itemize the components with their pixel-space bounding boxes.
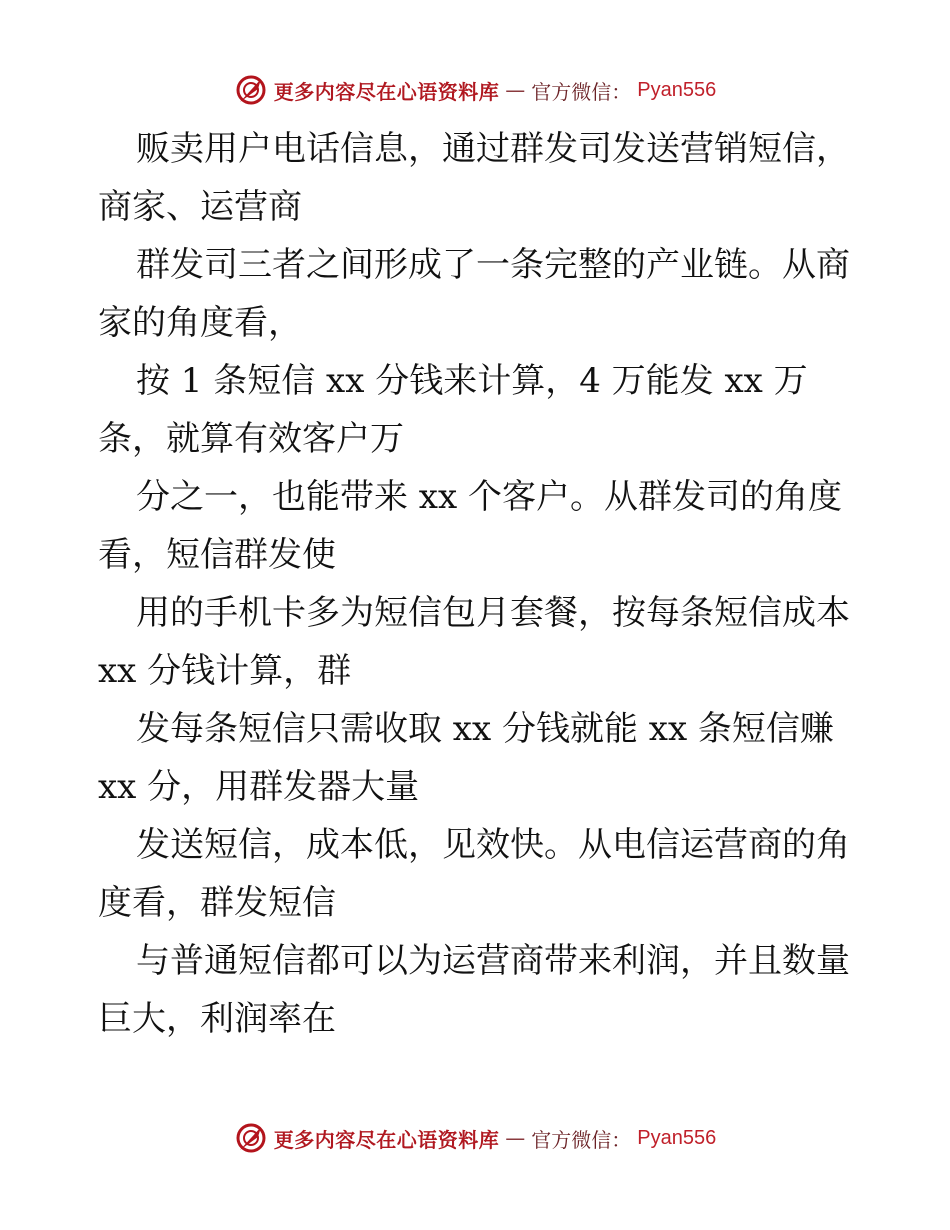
banner-wechat-label: 官方微信： [531, 79, 632, 104]
banner-dash: — [505, 78, 526, 102]
banner-wechat-id: Pyan556 [637, 1126, 717, 1149]
banner-wechat-id: Pyan556 [637, 78, 717, 101]
banner-title: 更多内容尽在心语资料库 [273, 79, 500, 104]
footer-banner-content [234, 1121, 716, 1155]
paragraph-7: 发送短信，成本低，见效快。从电信运营商的角度看，群发短信 [98, 825, 850, 923]
paragraph-5: 用的手机卡多为短信包月套餐，按每条短信成本 xx 分钱计算，群 [98, 593, 850, 691]
paragraph-2: 群发司三者之间形成了一条完整的产业链。从商家的角度看， [98, 245, 850, 343]
paragraph-1: 贩卖用户电话信息，通过群发司发送营销短信，商家、运营商 [98, 129, 850, 227]
footer-banner [0, 1118, 950, 1158]
paragraph-8: 与普通短信都可以为运营商带来利润，并且数量巨大，利润率在 [98, 941, 850, 1039]
quill-logo-icon [234, 1121, 268, 1155]
banner-wechat-label: 官方微信： [531, 1127, 632, 1152]
document-body [98, 120, 858, 1048]
header-banner-content [234, 73, 716, 107]
banner-dash: — [505, 1126, 526, 1150]
paragraph-3: 按 1 条短信 xx 分钱来计算，4 万能发 xx 万条，就算有效客户万 [98, 361, 808, 459]
paragraph-4: 分之一，也能带来 xx 个客户。从群发司的角度看，短信群发使 [98, 477, 842, 575]
quill-logo-icon [234, 73, 268, 107]
banner-title: 更多内容尽在心语资料库 [273, 1127, 500, 1152]
paragraph-6: 发每条短信只需收取 xx 分钱就能 xx 条短信赚 xx 分，用群发器大量 [98, 709, 834, 807]
header-banner [0, 70, 950, 110]
